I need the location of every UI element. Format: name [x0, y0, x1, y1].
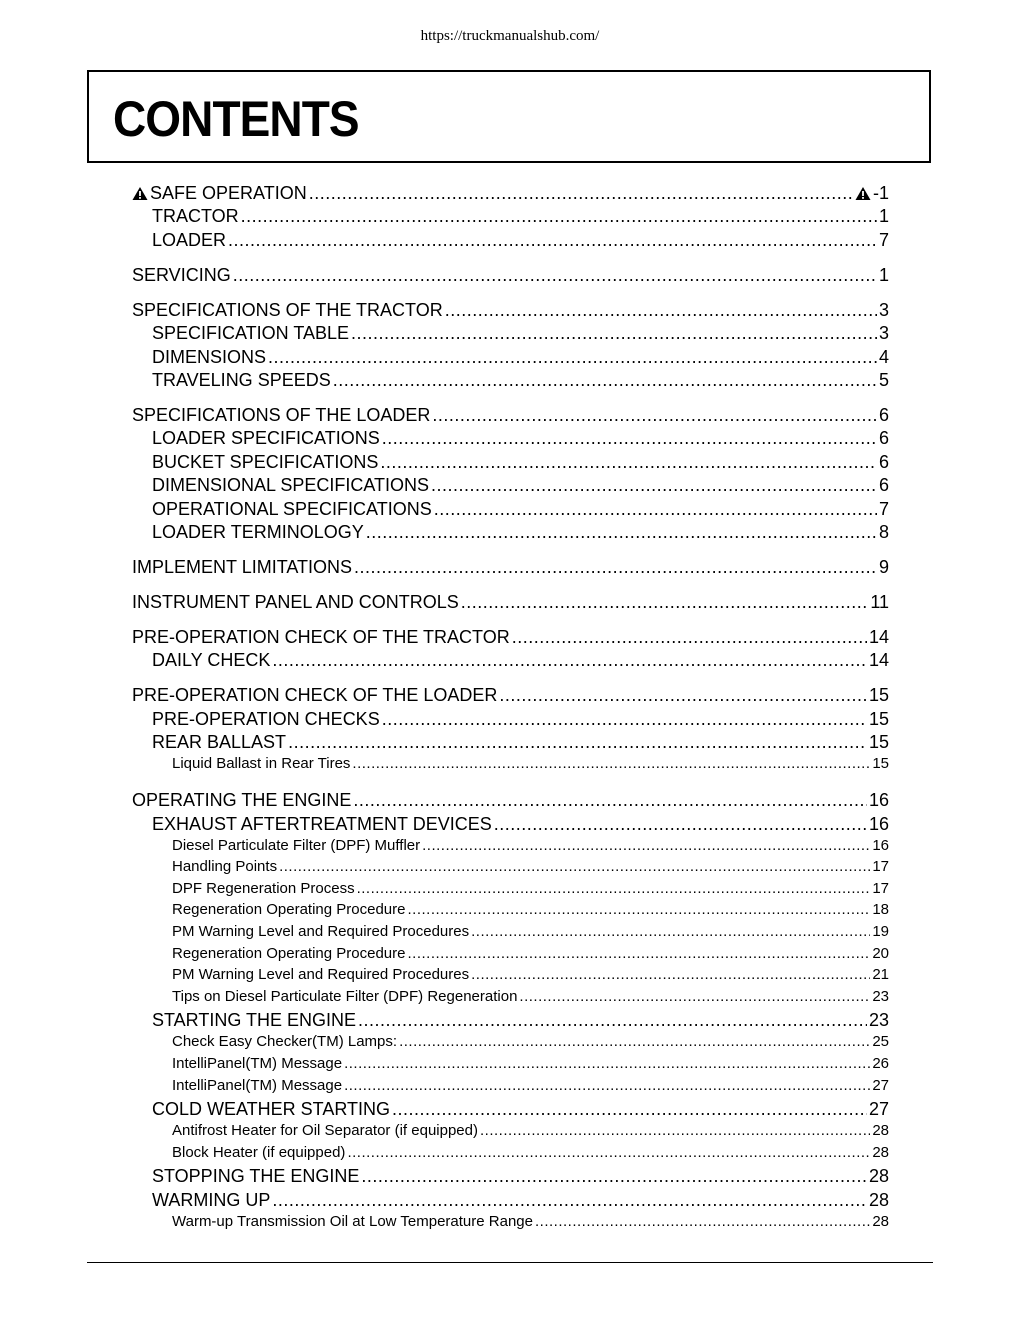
toc-entry-page-number: 17: [872, 879, 889, 897]
toc-entry-text: LOADER TERMINOLOGY: [152, 522, 364, 542]
toc-entry[interactable]: [172, 1055, 889, 1072]
toc-entry[interactable]: [132, 627, 889, 648]
toc-entry-text: Tips on Diesel Particulate Filter (DPF) Regeneration: [172, 987, 518, 1005]
toc-entry-label: [152, 1190, 270, 1211]
dot-leader: [272, 1190, 867, 1211]
toc-entry-label: [172, 837, 420, 854]
toc-entry-page-number: 23: [872, 987, 889, 1005]
toc-entry[interactable]: [152, 732, 889, 753]
toc-entry-label: [132, 592, 459, 613]
dot-leader: [399, 1033, 870, 1050]
toc-entry-page-number: 15: [868, 732, 889, 753]
toc-entry-text: Handling Points: [172, 858, 278, 876]
toc-entry-label: [172, 755, 350, 772]
toc-entry-page: [872, 1122, 889, 1139]
toc-entry-label: [172, 858, 277, 875]
toc-entry[interactable]: [172, 1213, 889, 1230]
toc-entry-page: [869, 1099, 889, 1120]
toc-entry-page-number: 14: [868, 627, 889, 647]
toc-entry-label: [172, 1122, 478, 1139]
toc-entry-page-number: 15: [868, 708, 889, 729]
toc-entry-page-number: 20: [872, 944, 889, 962]
toc-entry-label: [172, 945, 405, 962]
toc-entry[interactable]: [172, 923, 889, 940]
toc-entry-text: Diesel Particulate Filter (DPF) Muffler: [172, 836, 421, 854]
toc-entry-page: [869, 650, 889, 671]
toc-entry[interactable]: [132, 300, 889, 321]
toc-entry-text: OPERATING THE ENGINE: [132, 790, 352, 811]
warning-triangle-icon: [855, 185, 871, 206]
toc-entry-page-number: 27: [868, 1099, 889, 1119]
dot-leader: [471, 966, 870, 983]
toc-entry-page-number: 23: [868, 1010, 889, 1031]
toc-entry[interactable]: [152, 347, 889, 368]
toc-entry-page: [870, 592, 889, 613]
toc-entry[interactable]: [152, 1190, 889, 1211]
toc-entry-label: [152, 230, 226, 251]
dot-leader: [535, 1213, 870, 1230]
toc-entry-label: [172, 1144, 345, 1161]
dot-leader: [407, 901, 870, 918]
toc-entry-text: IntelliPanel(TM) Message: [172, 1054, 343, 1072]
toc-entry-page: [872, 880, 889, 897]
toc-entry-page-number: 18: [872, 901, 889, 919]
toc-entry[interactable]: [152, 370, 889, 391]
toc-entry-label: [152, 650, 270, 671]
toc-entry-label: [132, 685, 497, 706]
toc-entry-text: Check Easy Checker(TM) Lamps:: [172, 1033, 398, 1051]
toc-entry-label: [132, 557, 352, 578]
dot-leader: [228, 230, 877, 251]
toc-entry-page: [879, 499, 889, 520]
dot-leader: [241, 206, 877, 227]
toc-entry-text: INSTRUMENT PANEL AND CONTROLS: [132, 592, 459, 612]
toc-entry-page: [869, 627, 889, 648]
toc-entry-text: DIMENSIONAL SPECIFICATIONS: [152, 475, 430, 496]
toc-entry[interactable]: [132, 557, 889, 578]
toc-entry-page-number: 7: [878, 498, 889, 519]
source-url: https://truckmanualshub.com/: [420, 28, 600, 44]
toc-entry[interactable]: [152, 499, 889, 520]
dot-leader: [431, 475, 877, 496]
toc-entry[interactable]: [152, 522, 889, 543]
toc-entry-page-number: 14: [868, 650, 889, 671]
toc-entry-page: [869, 709, 889, 730]
toc-entry[interactable]: [132, 183, 889, 206]
toc-entry-page-number: 4: [878, 346, 889, 367]
toc-entry-page: [872, 837, 889, 854]
dot-leader: [382, 428, 877, 449]
toc-entry[interactable]: [172, 988, 889, 1005]
toc-entry-page-number: 6: [878, 428, 889, 449]
toc-entry-page-number: 5: [878, 370, 889, 390]
toc-entry[interactable]: [172, 837, 889, 854]
dot-leader: [422, 837, 870, 854]
toc-entry[interactable]: [152, 230, 889, 251]
dot-leader: [382, 709, 867, 730]
toc-entry-label: [152, 732, 286, 753]
dot-leader: [354, 557, 877, 578]
toc-entry[interactable]: [152, 814, 889, 835]
dot-leader: [279, 858, 870, 875]
toc-entry-text: STOPPING THE ENGINE: [152, 1166, 360, 1187]
toc-entry[interactable]: [172, 966, 889, 983]
dot-leader: [272, 650, 867, 671]
dot-leader: [352, 755, 870, 772]
toc-entry-page: [869, 1010, 889, 1031]
toc-entry-text: DPF Regeneration Process: [172, 879, 355, 897]
toc-entry-text: DAILY CHECK: [152, 650, 271, 671]
toc-entry-page-number: 26: [872, 1054, 889, 1072]
toc-entry-page-number: 28: [872, 1122, 889, 1139]
toc-entry-label: [152, 428, 380, 449]
toc-entry-label: [172, 988, 517, 1005]
toc-entry[interactable]: [132, 265, 889, 286]
toc-entry-page: [872, 1055, 889, 1072]
dot-leader: [380, 452, 877, 473]
dot-leader: [480, 1122, 870, 1139]
toc-entry-text: Block Heater (if equipped): [172, 1143, 346, 1161]
toc-entry-text: TRAVELING SPEEDS: [152, 370, 331, 390]
dot-leader: [344, 1077, 870, 1094]
toc-entry-label: [172, 1033, 397, 1050]
dot-leader: [268, 347, 877, 368]
toc-entry[interactable]: [132, 790, 889, 811]
toc-entry-label: [132, 183, 307, 206]
toc-entry-page-number: 6: [878, 475, 889, 496]
toc-entry[interactable]: [152, 709, 889, 730]
toc-entry-page: [869, 814, 889, 835]
toc-entry-page: [879, 557, 889, 578]
toc-entry-label: [152, 452, 378, 473]
dot-leader: [494, 814, 867, 835]
toc-entry-label: [132, 627, 510, 648]
toc-entry-text: LOADER SPECIFICATIONS: [152, 428, 380, 449]
toc-entry-label: [152, 206, 239, 227]
toc-entry-page: [879, 347, 889, 368]
toc-entry[interactable]: [152, 1010, 889, 1031]
toc-entry-page: [869, 685, 889, 706]
toc-entry-page-number: 1: [878, 264, 889, 285]
toc-entry-label: [152, 1010, 356, 1031]
dot-leader: [499, 685, 867, 706]
toc-entry-page-number: 16: [868, 813, 889, 834]
dot-leader: [512, 627, 867, 648]
toc-entry-page-number: 19: [872, 923, 889, 940]
toc-entry-text: WARMING UP: [152, 1189, 271, 1210]
toc-entry-page-number: 6: [878, 405, 889, 425]
dot-leader: [432, 405, 877, 426]
toc-entry-text: Regeneration Operating Procedure: [172, 901, 406, 919]
toc-entry-text: SPECIFICATION TABLE: [152, 323, 350, 344]
dot-leader: [392, 1099, 867, 1120]
toc-entry-page-number: 17: [872, 858, 889, 876]
toc-entry-page: [869, 732, 889, 753]
toc-entry-page: [872, 901, 889, 918]
toc-entry-page: [872, 945, 889, 962]
dot-leader: [353, 790, 867, 811]
toc-entry-label: [152, 1099, 390, 1120]
toc-entry-page: [879, 206, 889, 227]
toc-entry-text: PM Warning Level and Required Procedures: [172, 966, 470, 984]
toc-entry-text: DIMENSIONS: [152, 346, 267, 367]
toc-entry-page-number: 3: [878, 323, 889, 344]
toc-entry[interactable]: [152, 650, 889, 671]
toc-entry[interactable]: [152, 428, 889, 449]
toc-entry-page: [879, 265, 889, 286]
toc-entry-page: [869, 1190, 889, 1211]
toc-entry[interactable]: [152, 323, 889, 344]
toc-entry-page-number: 16: [868, 790, 889, 811]
toc-entry[interactable]: [152, 1099, 889, 1120]
toc-entry-page-number: 15: [868, 685, 889, 706]
toc-entry[interactable]: [152, 1166, 889, 1187]
toc-entry-text: STARTING THE ENGINE: [152, 1010, 357, 1031]
toc-entry-page: [872, 1213, 889, 1230]
dot-leader: [288, 732, 867, 753]
toc-entry[interactable]: [132, 592, 889, 613]
dot-leader: [309, 183, 853, 204]
toc-entry-text: Liquid Ballast in Rear Tires: [172, 755, 351, 773]
toc-entry-text: PM Warning Level and Required Procedures: [172, 923, 470, 940]
toc-entry-label: [132, 300, 443, 321]
toc-entry[interactable]: [172, 880, 889, 897]
toc-entry-page-number: -1: [872, 183, 889, 203]
toc-entry-page: [872, 1144, 889, 1161]
toc-entry-page-number: 21: [872, 966, 889, 984]
toc-entry[interactable]: [152, 475, 889, 496]
toc-entry-page: [869, 790, 889, 811]
toc-entry-page: [855, 183, 889, 206]
toc-entry-page: [879, 370, 889, 391]
toc-entry-page: [879, 428, 889, 449]
toc-entry[interactable]: [172, 1033, 889, 1050]
toc-entry-label: [152, 499, 432, 520]
toc-entry[interactable]: [172, 901, 889, 918]
toc-entry-page-number: 9: [878, 557, 889, 577]
toc-entry-label: [152, 814, 492, 835]
toc-entry-label: [172, 901, 405, 918]
toc-entry-text: OPERATIONAL SPECIFICATIONS: [152, 498, 432, 519]
toc-entry-label: [132, 405, 430, 426]
toc-entry-page: [872, 923, 889, 940]
toc-entry-text: EXHAUST AFTERTREATMENT DEVICES: [152, 813, 492, 834]
toc-entry-label: [132, 265, 231, 286]
toc-entry-text: SPECIFICATIONS OF THE LOADER: [132, 405, 431, 425]
toc-entry-text: IMPLEMENT LIMITATIONS: [132, 557, 353, 577]
dot-leader: [519, 988, 870, 1005]
toc-entry-text: PRE-OPERATION CHECK OF THE LOADER: [132, 685, 498, 706]
dot-leader: [361, 1166, 867, 1187]
toc-entry-label: [172, 880, 355, 897]
toc-entry-label: [152, 522, 364, 543]
toc-entry-label: [152, 347, 266, 368]
toc-entry-text: IntelliPanel(TM) Message: [172, 1076, 343, 1094]
toc-entry-label: [152, 475, 429, 496]
toc-entry-page: [879, 452, 889, 473]
toc-entry[interactable]: [152, 452, 889, 473]
toc-entry-page-number: 28: [868, 1166, 889, 1187]
toc-entry-page: [872, 966, 889, 983]
toc-entry-page-number: 1: [878, 206, 889, 227]
dot-leader: [233, 265, 877, 286]
toc-entry-page: [872, 858, 889, 875]
toc-entry-page: [879, 300, 889, 321]
toc-entry-page-number: 3: [878, 299, 889, 320]
dot-leader: [407, 945, 870, 962]
toc-entry-label: [152, 323, 349, 344]
toc-entry-page-number: 25: [872, 1033, 889, 1051]
toc-entry[interactable]: [152, 206, 889, 227]
toc-entry[interactable]: [172, 755, 889, 772]
dot-leader: [445, 300, 877, 321]
toc-entry-text: TRACTOR: [152, 206, 239, 227]
toc-entry-page: [872, 988, 889, 1005]
toc-entry-page-number: 16: [872, 836, 889, 854]
toc-entry-label: [172, 1213, 533, 1230]
toc-entry-text: PRE-OPERATION CHECK OF THE TRACTOR: [132, 627, 510, 647]
dot-leader: [351, 323, 877, 344]
toc-entry-page-number: 28: [872, 1212, 889, 1230]
toc-entry-page-number: 11: [870, 592, 889, 612]
toc-entry-text: PRE-OPERATION CHECKS: [152, 708, 380, 729]
warning-triangle-icon: [132, 185, 148, 206]
toc-entry[interactable]: [132, 405, 889, 426]
toc-entry-text: LOADER: [152, 229, 227, 250]
toc-entry-page-number: 28: [868, 1189, 889, 1210]
toc-entry-text: BUCKET SPECIFICATIONS: [152, 451, 379, 472]
toc-entry-page: [879, 475, 889, 496]
bottom-rule: [87, 1262, 933, 1263]
toc-entry-text: Regeneration Operating Procedure: [172, 944, 406, 962]
dot-leader: [344, 1055, 870, 1072]
toc-entry-label: [172, 966, 469, 983]
toc-entry-page: [879, 230, 889, 251]
toc-entry-page: [872, 755, 889, 772]
toc-entry-page-number: 28: [872, 1143, 889, 1161]
dot-leader: [358, 1010, 867, 1031]
toc-entry-label: [152, 1166, 359, 1187]
toc-entry[interactable]: [172, 1077, 889, 1094]
toc-entry-page: [869, 1166, 889, 1187]
dot-leader: [357, 880, 871, 897]
toc-entry-page: [879, 405, 889, 426]
toc-entry-label: [152, 709, 380, 730]
toc-entry-label: [152, 370, 331, 391]
toc-entry-label: [172, 923, 469, 940]
toc-entry-text: REAR BALLAST: [152, 732, 287, 753]
toc-entry-page-number: 27: [872, 1076, 889, 1094]
toc-entry-text: Antifrost Heater for Oil Separator (if equipped): [172, 1122, 478, 1139]
toc-entry[interactable]: [172, 858, 889, 875]
toc-entry-page-number: 6: [878, 451, 889, 472]
toc-entry-page-number: 15: [872, 755, 889, 773]
toc-entry-text: SAFE OPERATION: [150, 183, 307, 203]
dot-leader: [471, 923, 870, 940]
toc-entry[interactable]: [172, 945, 889, 962]
dot-leader: [434, 499, 877, 520]
toc-entry-text: Warm-up Transmission Oil at Low Temperature Range: [172, 1212, 533, 1230]
toc-entry-page: [879, 323, 889, 344]
dot-leader: [366, 522, 877, 543]
toc-entry-page: [872, 1077, 889, 1094]
toc-entry-page: [872, 1033, 889, 1050]
dot-leader: [461, 592, 869, 613]
toc-entry-label: [172, 1055, 342, 1072]
toc-entry[interactable]: [172, 1144, 889, 1161]
toc-entry-text: COLD WEATHER STARTING: [152, 1099, 391, 1119]
toc-entry-page-number: 8: [878, 522, 889, 542]
toc-entry[interactable]: [132, 685, 889, 706]
title-box: [87, 70, 931, 163]
toc-entry-label: [172, 1077, 342, 1094]
toc-entry[interactable]: [172, 1122, 889, 1139]
toc-entry-label: [132, 790, 351, 811]
toc-entry-page-number: 7: [878, 229, 889, 250]
dot-leader: [347, 1144, 870, 1161]
page-title: CONTENTS: [113, 91, 359, 147]
dot-leader: [333, 370, 877, 391]
toc-entry-text: SPECIFICATIONS OF THE TRACTOR: [132, 299, 443, 320]
toc-entry-page: [879, 522, 889, 543]
toc-entry-text: SERVICING: [132, 264, 231, 285]
